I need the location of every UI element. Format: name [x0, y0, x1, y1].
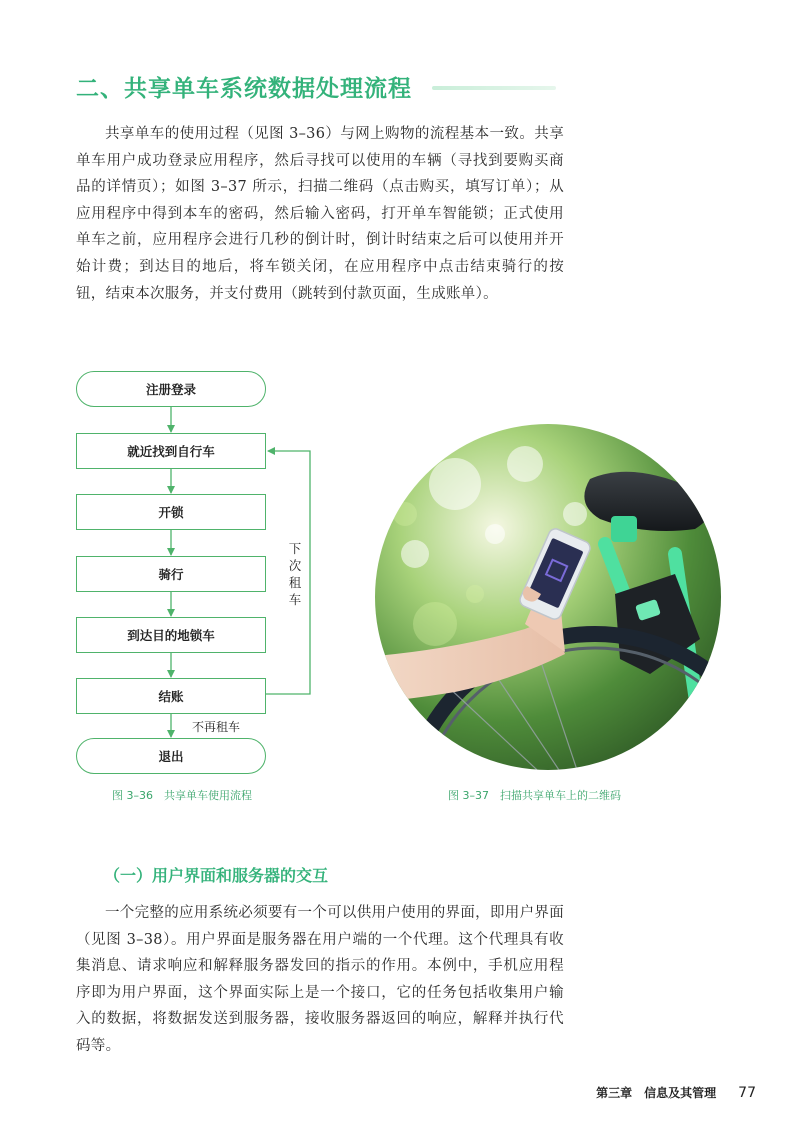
intro-paragraph: 共享单车的使用过程（见图 3–36）与网上购物的流程基本一致。共享单车用户成功登录应用程序，然后寻找可以使用的车辆（寻找到要购买商品的详情页）；如图 3–37 所示，扫描二维码（点击购买，填写订单）；从应用程序中得到本车的密码，然后输入密码，打开单车智能锁；正式使用单车之前，应用程序会进行几秒的倒计时，倒计时结束之后可以使用并开始计费；到达目的地后，将车锁关闭，在应用程序中点击结束骑行的按钮，结束本次服务，并支付费用（跳转到付款页面，生成账单）。 [76, 126, 564, 302]
bike-qr-scan-photo [375, 424, 721, 770]
page-footer [596, 1084, 756, 1101]
subsection-title: （一）用户界面和服务器的交互 [104, 866, 329, 885]
flow-step-lock: 到达目的地锁车 [76, 617, 266, 653]
subsection-paragraph: 一个完整的应用系统必须要有一个可以供用户使用的界面，即用户界面（见图 3–38）。用户界面是服务器在用户端的一个代理。这个代理具有收集消息、请求响应和解释服务器发回的指示的作用。本例中，手机应用程序即为用户界面，这个界面实际上是一个接口，它的任务包括收集用户输入的数据，将数据发送到服务器，接收服务器返回的响应，解释并执行代码等。 [76, 905, 564, 1054]
footer-chapter: 第三章 信息及其管理 [596, 1086, 717, 1100]
flow-step-checkout: 结账 [76, 678, 266, 714]
section-title: 二、共享单车系统数据处理流程 [76, 76, 412, 102]
loop-label: 下次租车 [288, 541, 302, 607]
figure-caption-3-36: 图 3–36 共享单车使用流程 [112, 789, 252, 802]
flow-step-find-bike: 就近找到自行车 [76, 433, 266, 469]
flow-step-ride: 骑行 [76, 556, 266, 592]
flow-step-exit: 退出 [76, 738, 266, 774]
page-number: 77 [738, 1085, 756, 1101]
title-decoration-rule [432, 86, 556, 90]
figure-caption-3-37: 图 3–37 扫描共享单车上的二维码 [448, 789, 621, 802]
flow-step-unlock: 开锁 [76, 494, 266, 530]
exit-branch-label: 不再租车 [192, 720, 241, 734]
flow-step-register: 注册登录 [76, 371, 266, 407]
